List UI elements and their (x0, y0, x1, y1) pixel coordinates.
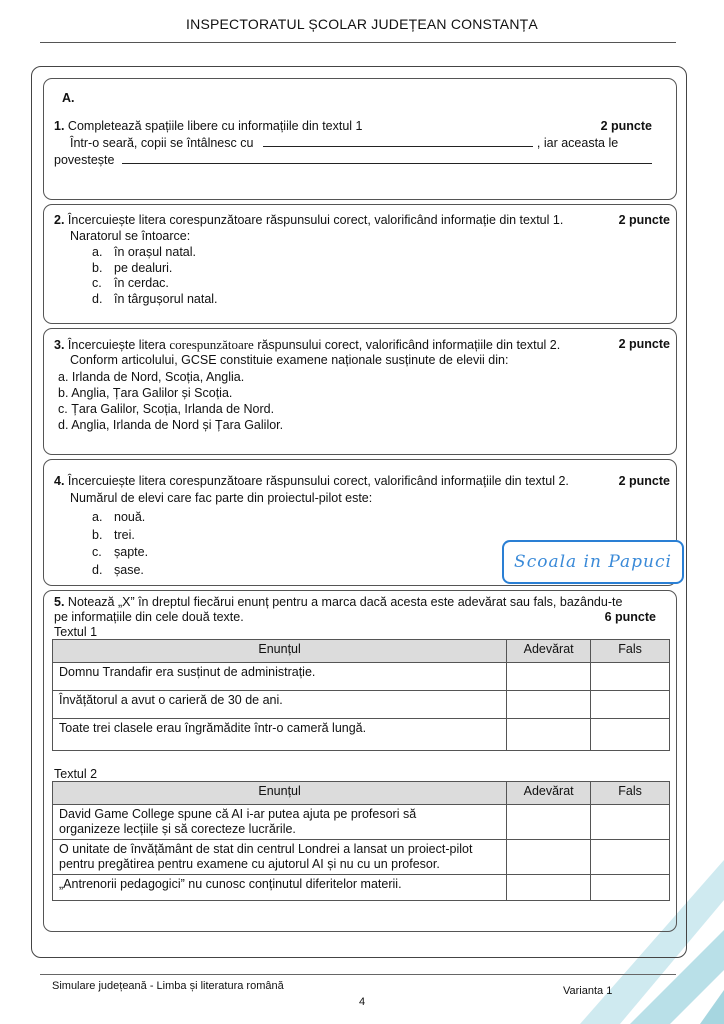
footer-exam-title: Simulare județeană - Limba și literatura română (52, 980, 284, 992)
table-row (53, 805, 670, 840)
section-q2 (43, 204, 677, 324)
q3-option-a[interactable]: a. Irlanda de Nord, Scoția, Anglia. (58, 370, 245, 384)
q3-text-a: Încercuiește litera (67, 338, 166, 352)
table2-statement-2: O unitate de învățământ de stat din centrul Londrei a lansat un proiect-pilot pentru pregătirea pentru examene cu ajutorul AI și nu cu un profesor. (53, 840, 507, 875)
section-q1 (43, 78, 677, 200)
q3-options (58, 369, 283, 433)
table1-statement-3: Toate trei clasele erau îngrămădite într-o cameră lungă. (53, 719, 507, 751)
q3-option-c[interactable]: c. Țara Galilor, Scoția, Irlanda de Nord. (58, 402, 275, 416)
q2-stem: Naratorul se întoarce: (70, 229, 191, 243)
q5-text-line1: Notează „X” în dreptul fiecărui enunț pentru a marca dacă acesta este adevărat sau fals, bazându-te (67, 595, 623, 609)
q3-stem: Conform articolului, GCSE constituie examene naționale susținute de elevii din: (70, 353, 509, 367)
q4-option-c[interactable]: c. șapte. (92, 545, 149, 559)
table2-false-cell-1[interactable] (591, 805, 670, 840)
q1-points: 2 puncte (600, 119, 652, 133)
table-text2 (52, 781, 670, 901)
table2-header-false: Fals (591, 782, 670, 805)
header-rule (40, 42, 676, 43)
q3-option-d[interactable]: d. Anglia, Irlanda de Nord și Țara Galilor. (58, 418, 284, 432)
q4-prompt (54, 474, 569, 488)
table1-true-cell-3[interactable] (507, 719, 591, 751)
q1-line2-start: povestește (54, 153, 115, 167)
q1-line1-end: , iar aceasta le (536, 136, 619, 150)
q4-stem: Numărul de elevi care fac parte din proiectul-pilot este: (70, 491, 373, 505)
q1-line1-start: Într-o seară, copii se întâlnesc cu (70, 136, 254, 150)
q4-option-a[interactable]: a. nouă. (92, 510, 146, 524)
table1-statement-1: Domnu Trandafir era susținut de administrație. (53, 663, 507, 691)
table2-false-cell-2[interactable] (591, 840, 670, 875)
q1-blank-1[interactable] (263, 135, 533, 147)
table1-false-cell-2[interactable] (591, 691, 670, 719)
table1-false-cell-1[interactable] (591, 663, 670, 691)
table1-header-false: Fals (591, 640, 670, 663)
q3-text-c: răspunsului corect, valorificând informațiile din textul 2. (257, 338, 561, 352)
table-row (53, 719, 670, 751)
table2-true-cell-1[interactable] (507, 805, 591, 840)
table-row (53, 840, 670, 875)
table1-header-true: Adevărat (507, 640, 591, 663)
q1-text: Completează spațiile libere cu informațiile din textul 1 (67, 119, 363, 133)
q5-line1 (54, 595, 622, 609)
q1-number: 1. (54, 119, 65, 133)
table1-true-cell-2[interactable] (507, 691, 591, 719)
footer-variant: Varianta 1 (563, 985, 613, 997)
table2-statement-3: „Antrenorii pedagogici” nu cunosc conținutul diferitelor materii. (53, 875, 507, 901)
section-q3 (43, 328, 677, 455)
table1-statement-2: Învățătorul a avut o carieră de 30 de ani. (53, 691, 507, 719)
table-row (53, 663, 670, 691)
q2-option-b[interactable]: b. pe dealuri. (92, 260, 173, 275)
q3-points: 2 puncte (618, 337, 670, 351)
q3-option-b[interactable]: b. Anglia, Țara Galilor și Scoția. (58, 386, 233, 400)
table1-header-statement: Enunțul (53, 640, 507, 663)
q4-options (92, 509, 148, 579)
table2-statement-1: David Game College spune că AI i-ar putea ajuta pe profesori să organizeze lecțiile și să corecteze lucrările. (53, 805, 507, 840)
table2-header-statement: Enunțul (53, 782, 507, 805)
q4-option-d[interactable]: d. șase. (92, 562, 144, 577)
q4-number: 4. (54, 474, 65, 488)
q3-text-b: corespunzătoare (169, 337, 254, 352)
q2-prompt (54, 213, 563, 227)
table2-header-true: Adevărat (507, 782, 591, 805)
q2-option-d[interactable]: d. în târgușorul natal. (92, 291, 218, 306)
q2-option-c[interactable]: c. în cerdac. (92, 276, 169, 290)
table1-label: Textul 1 (54, 625, 98, 639)
watermark-stamp: Scoala in Papuci (502, 540, 684, 584)
q4-text: Încercuiește litera corespunzătoare răspunsului corect, valorificând informațiile din textul 2. (67, 474, 569, 488)
q1-line2 (54, 152, 652, 167)
table-row (53, 691, 670, 719)
page-header-title: INSPECTORATUL ȘCOLAR JUDEȚEAN CONSTANȚA (186, 16, 538, 32)
q1-blank-2[interactable] (122, 152, 652, 164)
table1-false-cell-3[interactable] (591, 719, 670, 751)
page-number: 4 (358, 996, 366, 1008)
footer-rule (40, 974, 676, 975)
q2-points: 2 puncte (618, 213, 670, 227)
table1-true-cell-1[interactable] (507, 663, 591, 691)
table2-label: Textul 2 (54, 767, 98, 781)
q2-options (92, 245, 218, 307)
q2-number: 2. (54, 213, 65, 227)
table-row (53, 875, 670, 901)
table2-true-cell-3[interactable] (507, 875, 591, 901)
table2-false-cell-3[interactable] (591, 875, 670, 901)
q3-prompt (54, 337, 560, 353)
q2-text: Încercuiește litera corespunzătoare răspunsului corect, valorificând informație din textul 1. (67, 213, 564, 227)
q4-option-b[interactable]: b. trei. (92, 527, 135, 542)
table-text1 (52, 639, 670, 751)
q4-points: 2 puncte (618, 474, 670, 488)
section-letter: A. (62, 91, 75, 105)
q3-number: 3. (54, 338, 65, 352)
q1-prompt (54, 119, 363, 133)
table2-true-cell-2[interactable] (507, 840, 591, 875)
q2-option-a[interactable]: a. în orașul natal. (92, 245, 196, 259)
q1-line1 (70, 135, 618, 150)
q5-points: 6 puncte (604, 610, 656, 624)
q5-text-line2: pe informațiile din cele două texte. (54, 610, 244, 624)
q5-number: 5. (54, 595, 65, 609)
